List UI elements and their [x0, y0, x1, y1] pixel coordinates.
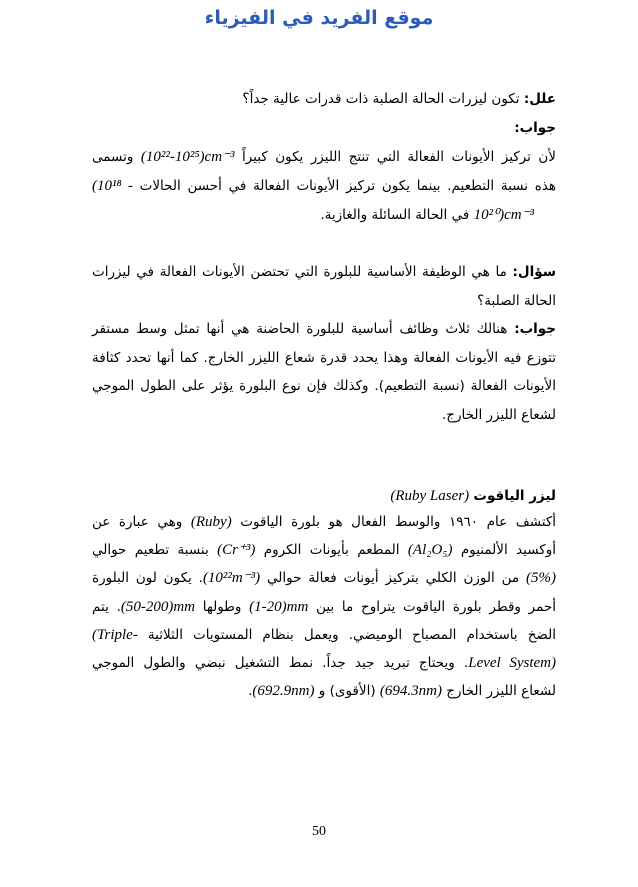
answer-2-line: [92, 315, 556, 344]
question-2-label: سؤال:: [512, 264, 556, 280]
paragraph-line: [92, 593, 556, 621]
question-2-text: الحالة الصلبة؟: [477, 292, 556, 309]
formula: (5%): [526, 570, 556, 587]
answer-1-label: جواب:: [514, 120, 556, 136]
paragraph-text: الضخ باستخدام المصباح الوميضي. ويعمل بنظام المستويات الثلاثية: [147, 626, 556, 643]
answer-text: تتوزع فيه الأيونات الفعالة وهذا يحدد قدرة شعاع الليزر الخارج. كما أنها تحدد كثافة: [92, 349, 556, 366]
paragraph-line: [92, 508, 556, 536]
paragraph-text: . يتم: [92, 598, 121, 615]
question-1-line: [92, 85, 556, 114]
page-number: 50: [312, 824, 326, 839]
answer-2-line: [92, 372, 556, 401]
paragraph-text: وطولها: [202, 598, 242, 615]
section-title-english: (Ruby Laser): [390, 488, 470, 504]
answer-1-line: [92, 201, 556, 230]
answer-text: لأن تركيز الأيونات الفعالة التي تنتج الليزر يكون كبيراً: [241, 149, 556, 165]
answer-text: الأيونات الفعالة (نسبة التطعيم). وكذلك فإن نوع البلورة يؤثر على الطول الموجي: [92, 378, 556, 395]
paragraph-text: بنسبة تطعيم حوالي: [91, 542, 209, 559]
question-2-line: [92, 287, 556, 316]
formula: (1-20)mm: [249, 598, 309, 615]
formula: (50-200)mm: [120, 598, 196, 615]
paragraph-text: من الوزن الكلي بتركيز أيونات فعالة حوالي: [267, 570, 520, 587]
answer-text: وتسمى: [91, 149, 134, 165]
section-title: ليزر الياقوت: [473, 488, 556, 504]
formula: (Cr⁺³): [217, 542, 256, 559]
answer-text: هنالك ثلاث وظائف أساسية للبلورة الحاضنة هي أنها تمثل وسط مستقر: [92, 321, 508, 338]
question-2-line: [92, 258, 556, 287]
term: (Ruby): [190, 514, 232, 530]
answer-text: في الحالة السائلة والغازية.: [320, 207, 470, 223]
answer-text: لشعاع الليزر الخارج.: [441, 406, 556, 423]
term: Level System): [468, 654, 556, 671]
formula: 10²⁰)cm⁻³: [473, 207, 534, 223]
question-1-text: تكون ليزرات الحالة الصلبة ذات قدرات عالية جداً؟: [242, 91, 520, 107]
ruby-laser-paragraph: [92, 508, 556, 705]
term: (Triple-: [92, 626, 138, 643]
paragraph-text: . يكون لون البلورة: [92, 570, 203, 587]
formula: (692.9nm): [252, 683, 315, 700]
site-title: موقع الفريد في الفيزياء: [204, 7, 434, 29]
paragraph-line: [92, 536, 556, 564]
paragraph-text: لشعاع الليزر الخارج: [446, 683, 556, 700]
section-heading: [92, 482, 556, 510]
formula: (10²²m⁻³): [202, 570, 261, 587]
paragraph-text: . ويحتاج تبريد جيد جداً. نمط التشغيل نبضي والطول الموجي: [92, 654, 469, 671]
paragraph-line: [92, 677, 556, 705]
question-1-block: [92, 85, 556, 230]
question-2-block: [92, 258, 556, 430]
formula: (10²²-10²⁵)cm⁻³: [140, 149, 235, 165]
answer-1-line: [92, 172, 556, 201]
paragraph-text: أوكسيد الألمنيوم: [460, 542, 556, 559]
answer-2-line: [92, 401, 556, 430]
formula: (Al₂O₅): [407, 542, 453, 559]
question-2-text: ما هي الوظيفة الأساسية للبلورة التي تحتضن الأيونات الفعالة في ليزرات: [91, 264, 507, 280]
answer-text: هذه نسبة التطعيم. بينما يكون تركيز الأيونات الفعالة في أحسن الحالات: [139, 178, 556, 194]
formula: (694.3nm): [379, 683, 442, 700]
paragraph-text: أحمر وقطر بلورة الياقوت يتراوح ما بين: [316, 598, 556, 615]
section-heading-line: [92, 482, 556, 510]
answer-2-label: جواب:: [514, 321, 556, 338]
paragraph-text: أكتشف عام ١٩٦٠ والوسط الفعال هو بلورة الياقوت: [240, 514, 556, 530]
answer-1-label-line: [92, 114, 556, 143]
question-1-label: علل:: [523, 91, 556, 107]
paragraph-text: المطعم بأيونات الكروم: [263, 542, 400, 559]
paragraph-line: [92, 564, 556, 592]
paragraph-text: .: [248, 683, 253, 700]
paragraph-text: وهي عبارة عن: [92, 514, 183, 530]
answer-1-line: [92, 143, 556, 172]
formula: (10¹⁸ -: [91, 178, 133, 194]
answer-2-line: [92, 344, 556, 373]
paragraph-line: [92, 621, 556, 649]
paragraph-text: (الأقوى) و: [318, 683, 376, 700]
paragraph-line: [92, 649, 556, 677]
